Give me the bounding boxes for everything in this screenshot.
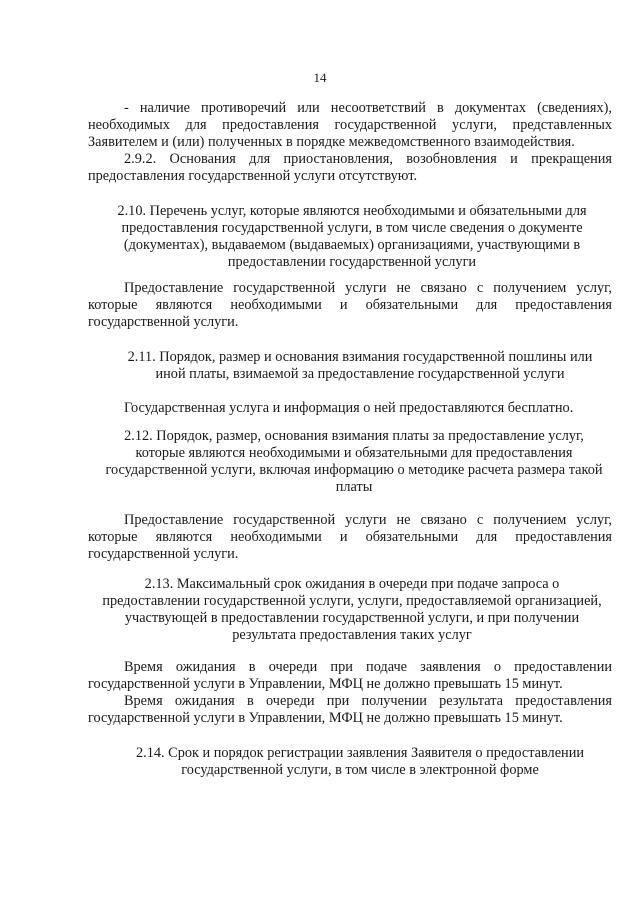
heading-2-13: 2.13. Максимальный срок ожидания в очереди при подаче запроса о предоставлении государственной услуги, услуги, предоставляемой организацией, участвующей в предоставлении государственной услуги, и при получении результата предоставления таких услуг (102, 576, 602, 643)
paragraph-no-related-services-2: Предоставление государственной услуги не связано с получением услуг, которые являются необходимыми и обязательными для предоставления государственной услуги. (88, 512, 612, 562)
paragraph-waiting-submission: Время ожидания в очереди при подаче заявления о предоставлении государственной услуги в Управлении, МФЦ не должно превышать 15 минут. (88, 659, 612, 692)
heading-2-10: 2.10. Перечень услуг, которые являются необходимыми и обязательными для предоставления государственной услуги, в том числе сведения о документе (документах), выдаваемом (выдаваемых) организациями, участвующими в предоставлении государственной услуги (117, 203, 587, 270)
page-number: 14 (313, 70, 327, 85)
heading-2-11: 2.11. Порядок, размер и основания взимания государственной пошлины или иной платы, взимаемой за предоставление государственной услуги (127, 349, 593, 382)
heading-2-12: 2.12. Порядок, размер, основания взимания платы за предоставление услуг, которые являются необходимыми и обязательными для предоставления государственной услуги, включая информацию о методике расчета размера такой платы (105, 428, 603, 495)
paragraph-contradictions: - наличие противоречий или несоответствий в документах (сведениях), необходимых для предоставления государственной услуги, представленных Заявителем и (или) полученных в порядке межведомственного взаимодействия. (88, 100, 612, 150)
paragraph-waiting-result: Время ожидания в очереди при получении результата предоставления государственной услуги в Управлении, МФЦ не должно превышать 15 минут. (88, 693, 612, 726)
paragraph-2-9-2: 2.9.2. Основания для приостановления, возобновления и прекращения предоставления государственной услуги отсутствуют. (88, 151, 612, 184)
paragraph-no-related-services-1: Предоставление государственной услуги не связано с получением услуг, которые являются необходимыми и обязательными для предоставления государственной услуги. (88, 280, 612, 330)
paragraph-free-of-charge: Государственная услуга и информация о ней предоставляются бесплатно. (124, 400, 574, 416)
heading-2-14: 2.14. Срок и порядок регистрации заявления Заявителя о предоставлении государственной услуги, в том числе в электронной форме (135, 745, 584, 778)
